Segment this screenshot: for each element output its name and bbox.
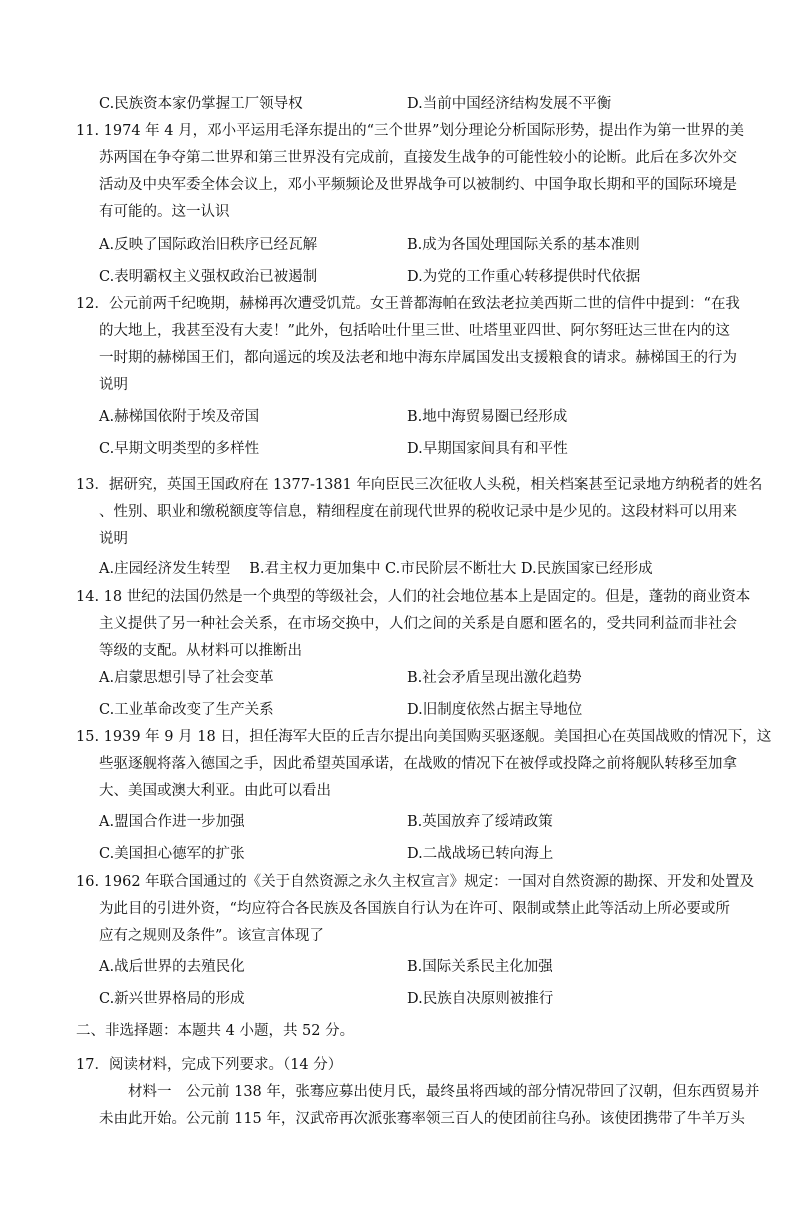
q15-option-b[interactable]: B.英国放弃了绥靖政策 <box>407 814 553 830</box>
q16-stem-line-2: 为此目的引进外资，“均应符合各民族及各国族自行认为在许可、限制或禁止此等活动上所必要或所 <box>99 901 730 917</box>
q14-stem-line-1: 14. 18 世纪的法国仍然是一个典型的等级社会，人们的社会地位基本上是固定的。但是，蓬勃的商业资本 <box>76 589 751 605</box>
q14-stem-line-2: 主义提供了另一种社会关系，在市场交换中，人们之间的关系是自愿和匿名的，受共同利益而非社会 <box>99 616 737 632</box>
q11-option-a[interactable]: A.反映了国际政治旧秩序已经瓦解 <box>99 237 318 253</box>
q10-option-d[interactable]: D.当前中国经济结构发展不平衡 <box>407 96 612 112</box>
q16-option-a[interactable]: A.战后世界的去殖民化 <box>99 959 245 975</box>
q17-prompt: 17．阅读材料，完成下列要求。（14 分） <box>76 1057 343 1073</box>
q11-option-d[interactable]: D.为党的工作重心转移提供时代依据 <box>407 269 641 285</box>
q16-stem-line-1: 16. 1962 年联合国通过的《关于自然资源之永久主权宣言》规定：一国对自然资源的勘探、开发和处置及 <box>76 874 755 890</box>
q15-stem-line-3: 大、美国或澳大利亚。由此可以看出 <box>99 783 331 799</box>
q17-material-line-1: 材料一 公元前 138 年，张骞应募出使月氏，最终虽将西域的部分情况带回了汉朝，但东西贸易并 <box>99 1084 760 1100</box>
q15-option-a[interactable]: A.盟国合作进一步加强 <box>99 814 245 830</box>
q17-material-line-2: 未由此开始。公元前 115 年，汉武帝再次派张骞率领三百人的使团前往乌孙。该使团携带了牛羊万头 <box>99 1111 745 1127</box>
q12-stem-line-4: 说明 <box>99 377 128 393</box>
q16-option-d[interactable]: D.民族自决原则被推行 <box>407 991 554 1007</box>
q15-option-d[interactable]: D.二战战场已转向海上 <box>407 846 554 862</box>
q12-stem-line-2: 的大地上，我甚至没有大麦！”此外，包括哈吐什里三世、吐塔里亚四世、阿尔努旺达三世在内的这 <box>99 323 730 339</box>
q15-stem-line-2: 些驱逐舰将落入德国之手，因此希望英国承诺，在战败的情况下在被俘或投降之前将舰队转移至加拿 <box>99 756 737 772</box>
q14-option-d[interactable]: D.旧制度依然占据主导地位 <box>407 702 583 718</box>
q15-stem-line-1: 15. 1939 年 9 月 18 日，担任海军大臣的丘吉尔提出向美国购买驱逐舰。美国担心在英国战败的情况下，这 <box>76 729 772 745</box>
q16-option-c[interactable]: C.新兴世界格局的形成 <box>99 991 245 1007</box>
q14-stem-line-3: 等级的支配。从材料可以推断出 <box>99 643 302 659</box>
q11-stem-line-1: 11. 1974 年 4 月，邓小平运用毛泽东提出的“三个世界”划分理论分析国际形势，提出作为第一世界的美 <box>76 123 744 139</box>
q11-stem-line-2: 苏两国在争夺第二世界和第三世界没有完成前，直接发生战争的可能性较小的论断。此后在多次外交 <box>99 150 737 166</box>
q12-option-c[interactable]: C.早期文明类型的多样性 <box>99 441 260 457</box>
q12-option-d[interactable]: D.早期国家间具有和平性 <box>407 441 568 457</box>
q14-option-a[interactable]: A.启蒙思想引导了社会变革 <box>99 670 274 686</box>
q12-option-a[interactable]: A.赫梯国依附于埃及帝国 <box>99 409 260 425</box>
q12-option-b[interactable]: B.地中海贸易圈已经形成 <box>407 409 568 425</box>
q11-option-b[interactable]: B.成为各国处理国际关系的基本准则 <box>407 237 640 253</box>
q11-option-c[interactable]: C.表明霸权主义强权政治已被遏制 <box>99 269 318 285</box>
q10-option-c[interactable]: C.民族资本家仍掌握工厂领导权 <box>99 96 303 112</box>
q15-option-c[interactable]: C.美国担心德军的扩张 <box>99 846 245 862</box>
q16-stem-line-3: 应有之规则及条件”。该宣言体现了 <box>99 928 324 944</box>
q16-option-b[interactable]: B.国际关系民主化加强 <box>407 959 553 975</box>
q12-stem-line-1: 12．公元前两千纪晚期，赫梯再次遭受饥荒。女王普都海帕在致法老拉美西斯二世的信件中提到：“在我 <box>76 296 740 312</box>
q11-stem-line-3: 活动及中央军委全体会议上，邓小平频频论及世界战争可以被制约、中国争取长期和平的国际环境是 <box>99 177 737 193</box>
q13-options[interactable]: A.庄园经济发生转型 B.君主权力更加集中 C.市民阶层不断壮大 D.民族国家已经形成 <box>99 561 653 577</box>
section-2-heading: 二、非选择题：本题共 4 小题，共 52 分。 <box>76 1023 355 1039</box>
q11-stem-line-4: 有可能的。这一认识 <box>99 204 230 220</box>
q14-option-b[interactable]: B.社会矛盾呈现出激化趋势 <box>407 670 582 686</box>
q13-stem-line-2: 、性别、职业和缴税额度等信息，精细程度在前现代世界的税收记录中是少见的。这段材料可以用来 <box>99 504 737 520</box>
q12-stem-line-3: 一时期的赫梯国王们，都向遥远的埃及法老和地中海东岸属国发出支援粮食的请求。赫梯国王的行为 <box>99 350 737 366</box>
q13-stem-line-1: 13．据研究，英国王国政府在 1377-1381 年向臣民三次征收人头税，相关档案甚至记录地方纳税者的姓名 <box>76 477 763 493</box>
q13-stem-line-3: 说明 <box>99 531 128 547</box>
q14-option-c[interactable]: C.工业革命改变了生产关系 <box>99 702 274 718</box>
